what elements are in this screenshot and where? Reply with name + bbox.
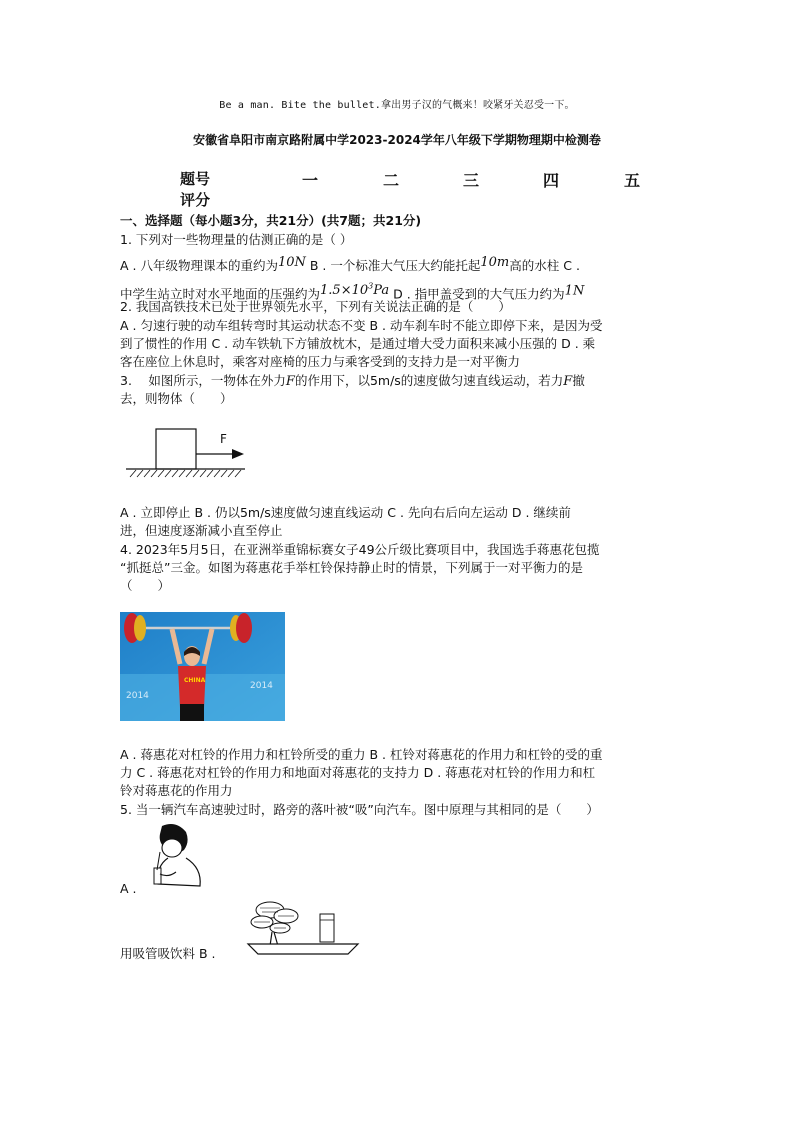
q5-option-a-label: A .	[120, 881, 137, 896]
q3-options-line2: 进，但速度逐渐减小直至停止	[120, 523, 283, 538]
score-col-3: 三	[463, 171, 480, 190]
q5-stem: 5. 当一辆汽车高速驶过时，路旁的落叶被“吸”向汽车。图中原理与其相同的是（ ）	[120, 802, 599, 817]
q1-value-10m: 10m	[480, 255, 510, 270]
athlete-suit	[178, 666, 206, 708]
q2-options-line3: 客在座位上休息时，乘客对座椅的压力与乘客受到的支持力是一对平衡力	[120, 354, 521, 369]
q1-stem: 1. 下列对一些物理量的估测正确的是（ ）	[120, 232, 353, 247]
q1-value-pressure: $1.5\times 10^3Pa$	[320, 282, 390, 299]
ground-hatching	[130, 470, 241, 477]
q1-value-1n: 1N	[564, 283, 585, 299]
q3-options-line1: A . 立即停止 B . 仍以5m/s速度做匀速直线运动 C . 先向右后向左运动 D . 继续前	[120, 505, 571, 520]
block-shape	[156, 429, 196, 469]
q1-option-d: D . 指甲盖受到的大气压力约为	[389, 286, 565, 302]
score-col-2: 二	[383, 171, 400, 190]
score-row-label: 题号	[180, 170, 211, 188]
q3-force-diagram	[120, 422, 255, 482]
exam-title: 安徽省阜阳市南京路附属中学2023-2024学年八年级下学期物理期中检测卷	[193, 133, 601, 147]
q2-options-line2: 到了惯性的作用 C . 动车铁轨下方铺放枕木，是通过增大受力面积来减小压强的 D . 乘	[120, 336, 596, 351]
q1-option-c: 中学生站立时对水平地面的压强约为	[120, 286, 321, 302]
force-arrow-head	[232, 449, 244, 459]
q3-stem-line2: 去，则物体（ ）	[120, 391, 233, 406]
score-col-1: 一	[302, 171, 319, 190]
q3-stem-line1: 3. 如图所示，一物体在外力F的作用下，以5m/s的速度做匀速直线运动，若力F撤	[120, 373, 585, 389]
q4-options-line3: 铃对蒋惠花的作用力	[120, 783, 233, 798]
bonsai-foliage	[251, 902, 298, 933]
q2-options-line1: A . 匀速行驶的动车组转弯时其运动状态不变 B . 动车刹车时不能立即停下来，是因为受	[120, 318, 603, 333]
q1-option-a: A . 八年级物理课本的重约为	[120, 258, 278, 273]
q1-option-b: B . 一个标准大气压大约能托起	[305, 258, 481, 273]
q4-options-line2: 力 C . 蒋惠花对杠铃的作用力和地面对蒋惠花的支持力 D . 蒋惠花对杠铃的作用力和杠	[120, 765, 596, 780]
q1-option-c-start: 高的水柱 C .	[509, 258, 580, 273]
right-plate-outer	[236, 613, 252, 643]
score-row2-label: 评分	[180, 191, 211, 209]
q4-options-line1: A . 蒋惠花对杠铃的作用力和杠铃所受的重力 B . 杠铃对蒋惠花的作用力和杠铃的受的重	[120, 747, 603, 762]
banner-text-right: 2014	[250, 681, 273, 691]
score-col-4: 四	[543, 171, 560, 190]
face-shape	[162, 839, 182, 857]
q5-option-a-caption: 用吸管吸饮料 B .	[120, 946, 216, 961]
q4-stem-line2: “抓挺总”三金。如图为蒋惠花手举杠铃保持静止时的情景，下列属于一对平衡力的是	[120, 560, 583, 575]
athlete-belt	[180, 704, 204, 721]
left-plate-inner	[134, 615, 146, 641]
suit-lettering: CHINA	[184, 677, 206, 684]
section-heading: 一、选择题（每小题3分，共21分）(共7题；共21分)	[120, 213, 422, 228]
weightlifter-photo	[120, 612, 285, 721]
q1-line2	[120, 254, 680, 275]
motto-line: Be a man. Bite the bullet.拿出男子汉的气概来！咬紧牙关忍受一下。	[219, 100, 575, 111]
glass-shape	[320, 914, 334, 942]
q1-value-10n: 10N	[277, 255, 306, 270]
q4-stem-line1: 4. 2023年5月5日，在亚洲举重锦标赛女子49公斤级比赛项目中，我国选手蒋惠花包揽	[120, 542, 600, 557]
score-col-5: 五	[624, 171, 641, 190]
banner-text-left: 2014	[126, 691, 149, 701]
q4-stem-line3: （ ）	[120, 578, 171, 593]
q2-stem: 2. 我国高铁技术已处于世界领先水平，下列有关说法正确的是（ ）	[120, 299, 511, 314]
force-label: F	[220, 432, 227, 446]
